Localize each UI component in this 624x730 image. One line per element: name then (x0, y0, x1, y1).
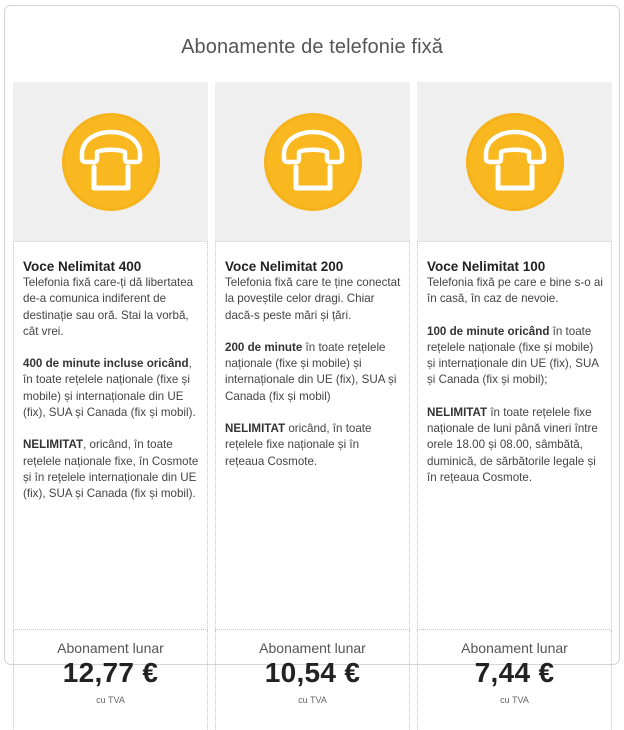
plan-card-200[interactable] (215, 82, 410, 705)
price-value: 10,54 € (264, 657, 361, 688)
price-value: 7,44 € (474, 657, 555, 688)
price-label: Abonament lunar (461, 640, 568, 656)
plan-unlimited-rest: , oricând, în toate rețelele naționale fixe, în Cosmote și în rețelele internaționale din UE (fix), SUA și Canada (fix și mobil). (23, 438, 199, 501)
plan-card-400[interactable] (13, 82, 208, 705)
price-vat-note: cu TVA (298, 695, 327, 705)
plan-intro: Telefonia fixă care-ți dă libertatea de-a comunica indiferent de destinație sau oră. Stai la vorbă, cât vrei. (23, 276, 194, 338)
phone-handset-icon (61, 112, 161, 212)
price-vat-note: cu TVA (500, 695, 529, 705)
phone-handset-icon (263, 112, 363, 212)
plan-unlimited-bold: NELIMITAT (225, 422, 286, 436)
plan-name: Voce Nelimitat 400 (23, 259, 142, 274)
plan-card-image (417, 82, 612, 242)
page-title: Abonamente de telefonie fixă (181, 36, 443, 58)
plan-name: Voce Nelimitat 100 (427, 259, 546, 274)
plan-card-description (215, 241, 410, 630)
plan-price-box (215, 630, 410, 730)
plan-unlimited-rest: în toate rețelele fixe naționale de luni până vineri între orele 18.00 și 08.00, sâmbătă, duminică, de sărbătorile legale și în rețeaua Cosmote. (427, 405, 598, 484)
plan-card-description (417, 241, 612, 630)
plan-unlimited (427, 405, 603, 486)
plan-unlimited (225, 421, 401, 470)
plan-price-box (417, 630, 612, 730)
plan-minutes-bold: 200 de minute (225, 340, 303, 354)
plan-card-image (13, 82, 208, 242)
plan-card-description (13, 241, 208, 630)
plan-minutes (225, 340, 401, 405)
plan-price-box (13, 630, 208, 730)
price-vat-note: cu TVA (96, 695, 125, 705)
plan-intro: Telefonia fixă care te ține conectat la poveștile celor dragi. Chiar dacă-s peste mări și țări. (225, 276, 401, 322)
plan-unlimited (23, 437, 199, 502)
price-label: Abonament lunar (259, 640, 366, 656)
plan-unlimited-rest: oricând, în toate rețelele fixe naționale și în rețeaua Cosmote. (225, 422, 372, 468)
plan-card-image (215, 82, 410, 242)
plan-card-100[interactable] (417, 82, 612, 705)
price-value: 12,77 € (62, 657, 159, 688)
plan-minutes-rest: în toate rețelele naționale (fixe și mobile) și internaționale din UE (fix), SUA și Canada (fix și mobil) (225, 340, 397, 403)
plan-minutes-rest: în toate rețelele naționale (fixe și mobile) și internaționale din UE (fix), SUA și Canada (fix și mobil); (427, 324, 599, 387)
plan-unlimited-bold: NELIMITAT (23, 438, 84, 452)
plan-name: Voce Nelimitat 200 (225, 259, 344, 274)
plan-minutes-rest: , în toate rețelele naționale (fixe și mobile) și internaționale din UE (fix), SUA și Canada (fix și mobil). (23, 357, 196, 420)
plan-minutes (427, 324, 603, 389)
plan-minutes-bold: 400 de minute incluse oricând (23, 357, 189, 371)
plan-minutes (23, 356, 199, 421)
plan-intro: Telefonia fixă pe care e bine s-o ai în casă, în caz de nevoie. (427, 276, 603, 306)
plan-minutes-bold: 100 de minute oricând (427, 324, 550, 338)
plan-unlimited-bold: NELIMITAT (427, 405, 488, 419)
phone-handset-icon (465, 112, 565, 212)
price-label: Abonament lunar (57, 640, 164, 656)
